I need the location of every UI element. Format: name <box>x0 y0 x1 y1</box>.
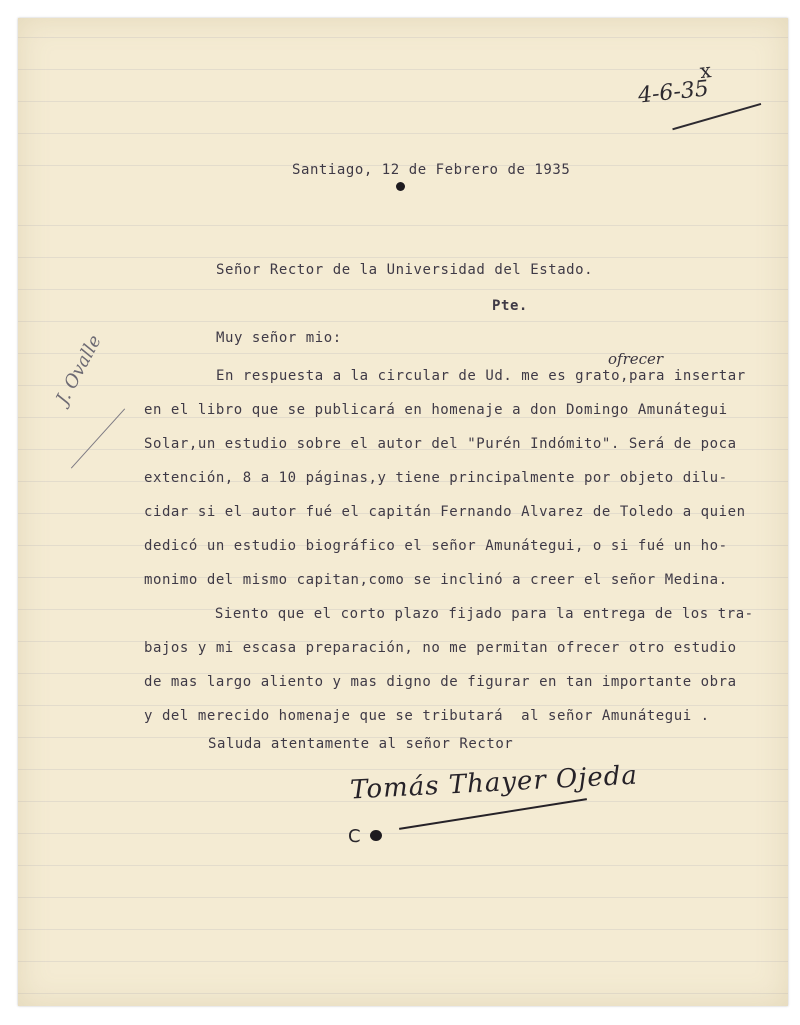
body-line: extención, 8 a 10 páginas,y tiene principalmente por objeto dilu- <box>144 470 728 486</box>
body-line: Siento que el corto plazo fijado para la entrega de los tra- <box>188 606 754 622</box>
body-line: dedicó un estudio biográfico el señor Amunátegui, o si fué un ho- <box>144 538 728 554</box>
letter-page <box>18 18 788 1006</box>
margin-stroke <box>71 408 125 468</box>
body-line: En respuesta a la circular de Ud. me es grato,para insertar <box>216 368 746 384</box>
ink-blot <box>396 182 405 191</box>
handwritten-signature: Tomás Thayer Ojeda <box>349 760 639 806</box>
body-line: Solar,un estudio sobre el autor del "Purén Indómito". Será de poca <box>144 436 737 452</box>
body-line: en el libro que se publicará en homenaje a don Domingo Amunátegui <box>144 402 728 418</box>
ink-blot <box>370 830 382 841</box>
body-line: monimo del mismo capitan,como se inclinó a creer el señor Medina. <box>144 572 728 588</box>
letter-location: Pte. <box>492 298 528 314</box>
letter-closing: Saluda atentamente al señor Rector <box>208 736 514 752</box>
body-line: bajos y mi escasa preparación, no me permitan ofrecer otro estudio <box>144 640 737 656</box>
date-underline <box>672 103 761 130</box>
body-line: y del merecido homenaje que se tributará al señor Amunátegui . <box>144 708 710 724</box>
letter-salutation: Muy señor mio: <box>216 330 342 346</box>
margin-annotation: J. Ovalle <box>52 331 106 408</box>
handwritten-x-mark: x <box>698 58 713 84</box>
letter-recipient: Señor Rector de la Universidad del Estado. <box>216 262 594 278</box>
letter-dateline: Santiago, 12 de Febrero de 1935 <box>292 162 571 178</box>
signature-flourish <box>399 798 587 830</box>
handwritten-date: 4-6-35 <box>636 76 710 109</box>
handwritten-insertion: ofrecer <box>608 350 664 368</box>
body-line: cidar si el autor fué el capitán Fernando Alvarez de Toledo a quien <box>144 504 746 520</box>
body-line: de mas largo aliento y mas digno de figurar en tan importante obra <box>144 674 737 690</box>
handwritten-date-annotation <box>636 58 713 109</box>
footer-mark: C <box>348 826 361 847</box>
